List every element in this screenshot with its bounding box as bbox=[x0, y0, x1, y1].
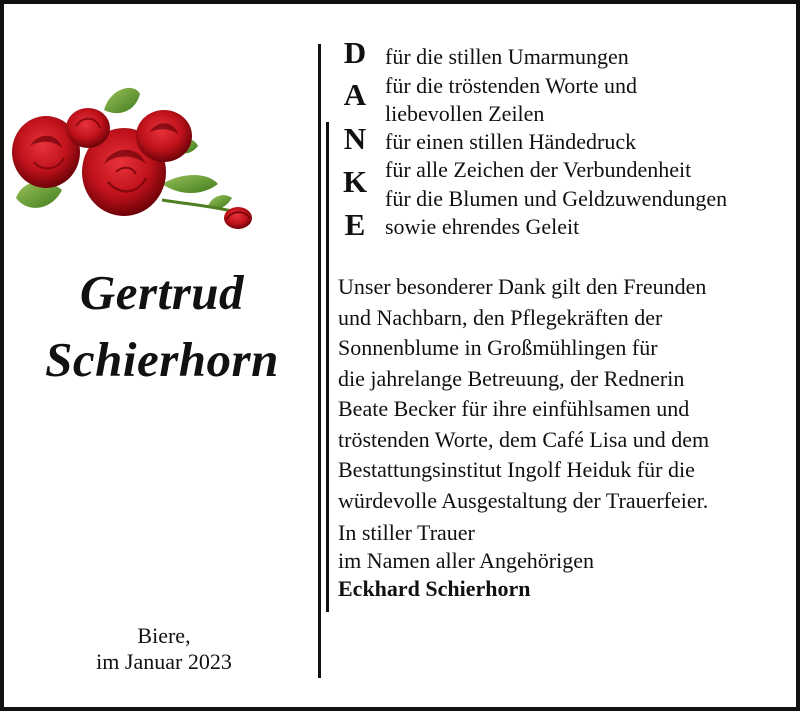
danke-line: liebevollen Zeilen bbox=[385, 101, 545, 126]
signature-name: Eckhard Schierhorn bbox=[338, 576, 531, 601]
danke-letter-e: E bbox=[344, 207, 366, 242]
message-line: tröstenden Worte, dem Café Lisa und dem bbox=[338, 426, 710, 452]
message-line: Sonnenblume in Großmühlingen für bbox=[338, 335, 658, 360]
message-line: Unser besonderer Dank gilt den Freunden bbox=[338, 274, 707, 299]
danke-line: für die stillen Umarmungen bbox=[385, 44, 629, 69]
danke-line: für die tröstenden Worte und bbox=[385, 73, 637, 98]
danke-letter-n: N bbox=[343, 121, 367, 156]
deceased-last-name: Schierhorn bbox=[45, 332, 279, 387]
danke-line: sowie ehrendes Geleit bbox=[385, 214, 580, 239]
place-text: Biere, bbox=[137, 623, 191, 648]
message-line: die jahrelange Betreuung, der Rednerin bbox=[338, 365, 685, 391]
message-line: Bestattungsinstitut Ingolf Heiduk für die bbox=[338, 457, 695, 482]
red-roses-image bbox=[12, 80, 262, 236]
vertical-divider bbox=[318, 44, 321, 678]
danke-letter-k: K bbox=[342, 164, 368, 199]
danke-letter-a: A bbox=[343, 77, 367, 112]
deceased-first-name: Gertrud bbox=[79, 265, 245, 320]
danke-line: für die Blumen und Geldzuwendungen bbox=[385, 186, 728, 211]
place-date-block bbox=[64, 623, 264, 675]
date-text: im Januar 2023 bbox=[96, 648, 232, 674]
message-line: Beate Becker für ihre einfühlsamen und bbox=[338, 396, 690, 421]
closing-line: In stiller Trauer bbox=[338, 520, 475, 545]
danke-line: für alle Zeichen der Verbundenheit bbox=[385, 157, 692, 182]
danke-letter-d: D bbox=[343, 35, 367, 70]
closing-line: im Namen aller Angehörigen bbox=[338, 548, 594, 573]
danke-line: für einen stillen Händedruck bbox=[385, 129, 637, 154]
vertical-divider-inner bbox=[326, 122, 329, 612]
message-line: und Nachbarn, den Pflegekräften der bbox=[338, 304, 663, 330]
thanks-message bbox=[338, 272, 778, 516]
closing-block bbox=[338, 519, 594, 603]
message-line: würdevolle Ausgestaltung der Trauerfeier. bbox=[338, 487, 709, 513]
